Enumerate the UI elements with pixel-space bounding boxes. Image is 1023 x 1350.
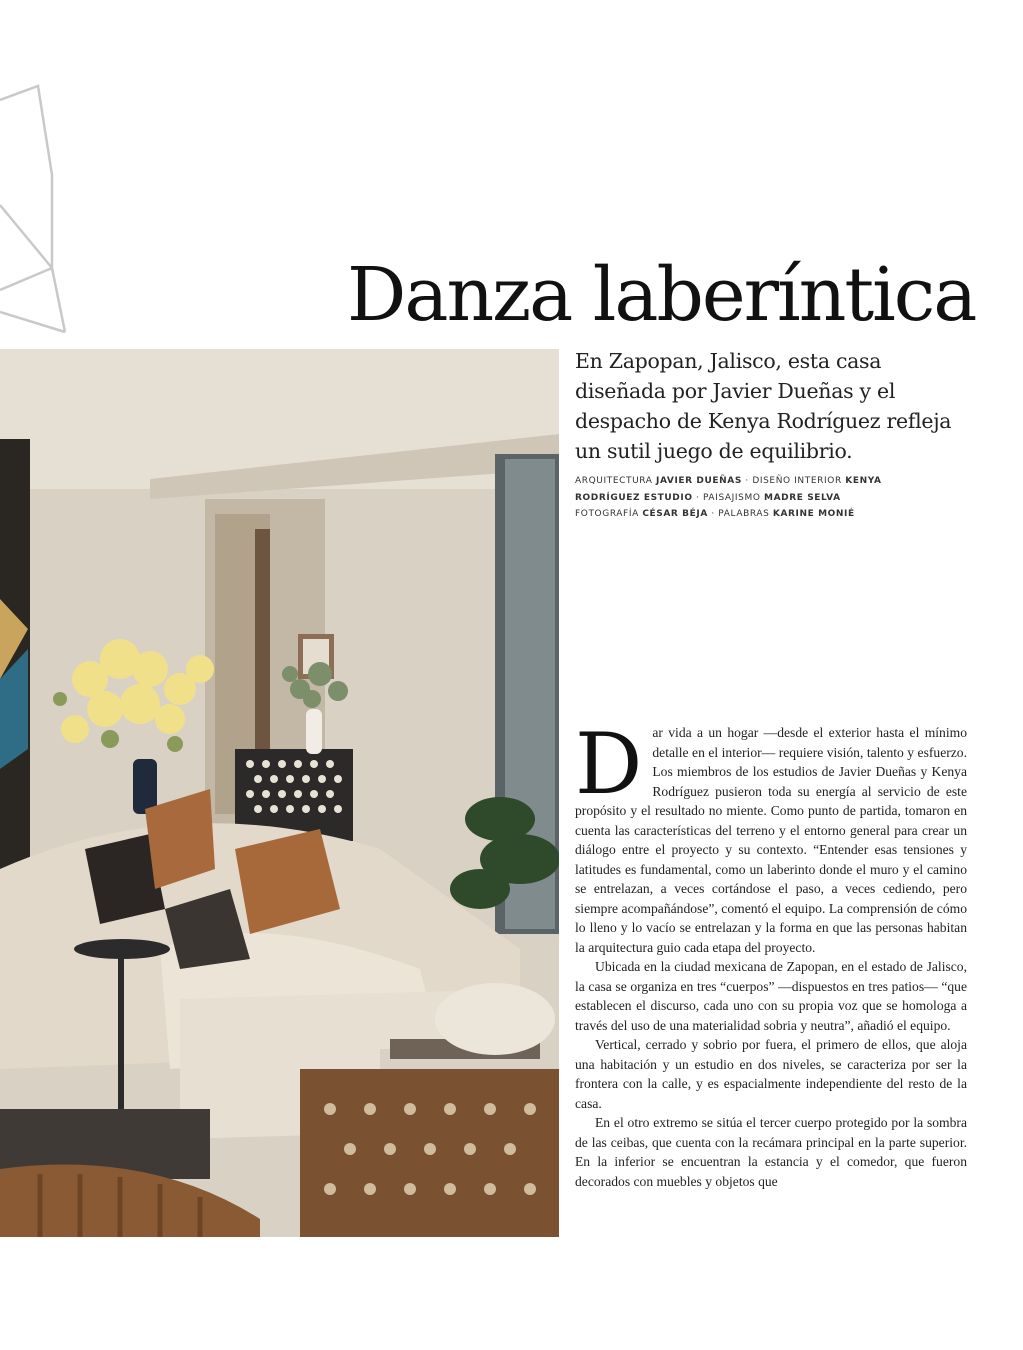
article-credits	[575, 473, 920, 523]
credit-label-architecture: ARQUITECTURA	[575, 476, 656, 486]
credit-name-landscape: MADRE SELVA	[764, 492, 841, 503]
credit-name-words: KARINE MONIÉ	[772, 509, 855, 519]
credit-name-interior: KENYA RODRÍGUEZ ESTUDIO	[575, 476, 882, 503]
article-body	[575, 715, 967, 1191]
decorative-line-art	[0, 80, 80, 340]
body-paragraph-1-text: ar vida a un hogar —desde el exterior hasta el mínimo detalle en el interior— requiere visión, talento y esfuerzo. Los miembros de los estudios de Javier Dueñas y Kenya Rodríguez pusieron toda su energía al servicio de este propósito y el resultado no miente. Como punto de partida, tomaron en cuenta las características del terreno y el entorno general para crear un diálogo entre el proyecto y su contexto. “Entender esas tensiones y latitudes es fundamental, como un laberinto donde el muro y el camino se entrelazan, a veces cortándose el paso, a veces cediendo, pero siempre acompañándose”, comentó el equipo. La comprensión de cómo lo lleno y lo vacío se entrelazan y la forma en que las personas habitan la arquitectura guio cada etapa del proyecto.	[575, 725, 967, 955]
body-paragraph-2: Ubicada en la ciudad mexicana de Zapopan, en el estado de Jalisco, la casa se organiza en tres “cuerpos” —dispuestos en tres patios— “que establecen el discurso, cada uno con su propia voz que se homologa a través del uso de una materialidad sobria y neutra”, añadió el equipo.	[575, 959, 967, 1033]
credit-label-landscape: · PAISAJISMO	[692, 492, 765, 503]
drop-cap: D	[575, 715, 643, 813]
credit-label-photography: FOTOGRAFÍA	[575, 509, 643, 519]
article-title: Danza laberíntica	[347, 252, 976, 338]
body-paragraph-4: En el otro extremo se sitúa el tercer cuerpo protegido por la sombra de las ceibas, que cuenta con la recámara principal en la parte superior. En la inferior se encuentran la estancia y el comedor, que fueron decorados con muebles y objetos que	[575, 1115, 967, 1189]
body-paragraph-3: Vertical, cerrado y sobrio por fuera, el primero de ellos, que aloja una habitación y un estudio en dos niveles, se caracteriza por ser la frontera con la calle, y es espacialmente independiente del resto de la casa.	[575, 1037, 967, 1111]
credit-name-photography: CÉSAR BÉJA	[642, 509, 708, 519]
credit-name-architecture: JAVIER DUEÑAS	[656, 476, 742, 486]
credit-label-interior: · DISEÑO INTERIOR	[741, 476, 846, 486]
article-subtitle: En Zapopan, Jalisco, esta casa diseñada por Javier Dueñas y el despacho de Kenya Rodríguez refleja un sutil juego de equilibrio.	[575, 349, 952, 463]
interior-photo	[0, 349, 559, 1237]
credit-label-words: · PALABRAS	[707, 509, 773, 519]
body-paragraph-1	[575, 715, 967, 957]
